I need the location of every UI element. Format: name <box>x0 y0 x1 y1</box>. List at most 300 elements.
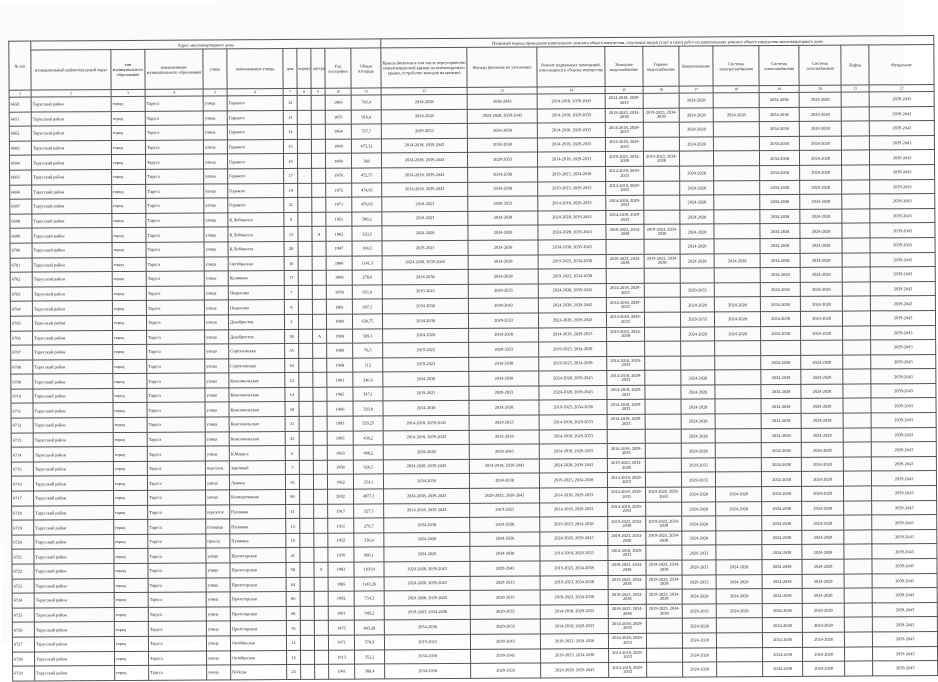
cell-type: город <box>113 432 147 447</box>
cell-type: город <box>112 271 146 286</box>
cell-gas: 2024-2028 <box>800 209 842 224</box>
cell-found: 2039-2043 <box>869 121 934 136</box>
cell-cold: 2019-2023, 2034-2038 <box>608 517 646 532</box>
cell-cold: 2014-2018, 2029-2033 <box>607 371 645 386</box>
cell-roof: 2014-2018, 2039-2043 <box>381 138 467 153</box>
cell-lift <box>843 442 871 457</box>
cell-lit <box>311 95 325 110</box>
cell-gas: 2024-2028 <box>801 311 843 326</box>
column-header: Общая площадь <box>351 48 381 88</box>
cell-sewer: 2024-2028 <box>682 531 716 546</box>
cell-district: Тарусский район <box>34 564 114 579</box>
cell-lit <box>311 124 325 139</box>
cell-elec: 2024-2028 <box>716 501 762 516</box>
cell-hot <box>644 268 680 283</box>
cell-elec <box>717 647 763 662</box>
cell-roof: 2018-2023 <box>382 197 468 212</box>
cell-street: Пушкина <box>230 504 286 519</box>
cell-facade: 2034-2038 <box>469 357 539 372</box>
cell-lit <box>313 402 327 417</box>
cell-house: 13 <box>284 227 298 242</box>
cell-street: Горького <box>227 125 283 140</box>
cell-cold: 2014-2018, 2029-2033 <box>606 298 644 313</box>
cell-type: город <box>113 374 147 389</box>
cell-korp <box>299 431 313 446</box>
cell-lit <box>315 664 329 679</box>
cell-found: 2039-2043 <box>870 267 935 282</box>
table-header <box>9 36 934 98</box>
cell-year: 1913 <box>329 650 355 665</box>
cell-lift <box>841 107 869 122</box>
column-header: улица <box>203 49 227 89</box>
cell-elec <box>716 618 762 633</box>
cell-street: Пролетарская <box>230 577 286 592</box>
column-header: Канализование <box>679 46 713 86</box>
cell-street: Декабристов <box>229 329 285 344</box>
cell-lift <box>844 501 872 516</box>
cell-area: 329,8 <box>353 401 383 416</box>
cell-elec <box>713 136 759 151</box>
cell-type: город <box>114 549 148 564</box>
cell-area: 734,3 <box>354 591 384 606</box>
cell-type: город <box>111 96 145 111</box>
cell-facade: 2029-2033 <box>470 605 540 620</box>
cell-mo: Таруса <box>149 651 207 666</box>
cell-cold: 2014-2018, 2029-2033 <box>607 400 645 415</box>
cell-basement: 2019-2023, 2034-2038 <box>538 167 606 182</box>
cell-roof: 2034-2038 <box>383 401 469 416</box>
cell-st: улица <box>204 227 228 242</box>
cell-st: улица <box>204 242 228 257</box>
cell-found: 2039-2043 <box>870 150 935 165</box>
cell-type: город <box>112 184 146 199</box>
cell-gas: 2024-2028 <box>801 472 843 487</box>
cell-basement: 2014-2018, 2029-2033 <box>539 444 607 459</box>
cell-area: 430,2 <box>353 431 383 446</box>
cell-heat: 2034-2038 <box>759 122 799 137</box>
cell-found: 2039-2043 <box>873 646 938 661</box>
cell-sewer: 2024-2028 <box>681 399 715 414</box>
cell-korp <box>298 227 312 242</box>
cell-lit: А <box>312 227 326 242</box>
cell-found: 2039-2043 <box>870 223 935 238</box>
cell-korp <box>300 635 314 650</box>
cell-heat: 2034-2038 <box>761 311 801 326</box>
cell-lit <box>312 212 326 227</box>
cell-lift <box>841 92 869 107</box>
cell-area: 472,57 <box>352 168 382 183</box>
address-group-header: Адрес многоквартирного дома <box>31 39 381 50</box>
cell-roof: 2024-2028, 2039-2043 <box>384 576 470 591</box>
cell-mo: Таруса <box>147 417 205 432</box>
cell-district: Тарусский район <box>31 126 111 141</box>
cell-type: город <box>114 578 148 593</box>
cell-sewer: 2029-2033 <box>682 604 716 619</box>
cell-st: улица <box>206 548 230 563</box>
cell-gas: 2024-2028 <box>800 282 842 297</box>
cell-lit <box>312 197 326 212</box>
cell-basement: 2024-2028, 2039-2043 <box>538 210 606 225</box>
cell-district: Тарусский район <box>34 607 114 622</box>
cell-facade: 2034-2038 <box>470 517 540 532</box>
cell-lit <box>314 518 328 533</box>
cell-st: улица <box>205 475 229 490</box>
cell-street: Заречный <box>229 460 285 475</box>
cell-house: 17 <box>284 168 298 183</box>
cell-house: 55 <box>285 475 299 490</box>
cell-district: Тарусский район <box>32 228 112 243</box>
cell-id: 6683 <box>9 141 31 156</box>
cell-sewer: 2024-2028 <box>681 326 715 341</box>
cell-basement: 2019-2023, 2034-2038 <box>539 342 607 357</box>
cell-elec: 2024-2028 <box>716 487 762 502</box>
cell-basement: 2014-2018, 2029-2033 <box>537 123 605 138</box>
cell-korp <box>298 270 312 285</box>
cell-facade: 2039-2043 <box>470 561 540 576</box>
cell-korp <box>299 475 313 490</box>
cell-korp <box>300 577 314 592</box>
cell-st: улица <box>204 286 228 301</box>
cell-year: 1971 <box>328 635 354 650</box>
cell-hot <box>643 93 679 108</box>
cell-area: 580,2 <box>352 212 382 227</box>
cell-mo: Таруса <box>146 213 204 228</box>
cell-lit <box>314 548 328 563</box>
cell-facade: 2039-2043 <box>469 444 539 459</box>
cell-year: 1975 <box>325 110 351 125</box>
cell-lift <box>842 150 870 165</box>
cell-st: улица <box>206 607 230 622</box>
cell-cold: 2014-2018, 2029-2033 <box>606 195 644 210</box>
cell-facade: 2029-2033 <box>468 284 538 299</box>
cell-hot <box>645 458 681 473</box>
cell-found: 2039-2043 <box>870 237 935 252</box>
cell-lit <box>314 504 328 519</box>
cell-roof: 2024-2028 <box>384 532 470 547</box>
column-number: 21 <box>841 85 869 92</box>
cell-sewer: 2029-2033 <box>682 545 716 560</box>
column-header: муниципальный район/городской округ <box>31 50 111 90</box>
cell-heat: 2034-2038 <box>762 559 802 574</box>
cell-roof: 2034-2038 <box>383 372 469 387</box>
cell-roof: 2014-2018, 2039-2043 <box>383 415 469 430</box>
cell-mo: Таруса <box>149 665 207 680</box>
cell-st: улица <box>206 592 230 607</box>
cell-heat: 2034-2038 <box>761 472 801 487</box>
cell-type: город <box>114 636 148 651</box>
cell-gas: 2024-2028 <box>801 428 843 443</box>
cell-district: Тарусский район <box>33 330 113 345</box>
cell-area: 630,75 <box>352 314 382 329</box>
cell-mo: Таруса <box>147 475 205 490</box>
cell-st: улица <box>204 198 228 213</box>
cell-hot <box>646 633 682 648</box>
cell-district: Тарусский район <box>33 388 113 403</box>
cell-found: 2039-2043 <box>870 165 935 180</box>
cell-street: Пролетарская <box>230 563 286 578</box>
cell-roof: 2034-2038 <box>384 474 470 489</box>
cell-heat: 2034-2038 <box>761 443 801 458</box>
cell-heat: 2034-2038 <box>762 632 802 647</box>
cell-year: 1958 <box>327 460 353 475</box>
cell-year: 1980 <box>326 314 352 329</box>
cell-street: Декабристов <box>228 314 284 329</box>
cell-house: 13 <box>283 110 297 125</box>
cell-year: 1961 <box>327 372 353 387</box>
cell-street: К.Либкнехта <box>228 241 284 256</box>
cell-cold: 2014-2018, 2029-2033 <box>605 123 643 138</box>
cell-year: 1983 <box>328 562 354 577</box>
cell-sewer: 2024-2028 <box>683 662 717 677</box>
cell-korp <box>300 533 314 548</box>
cell-sewer: 2024-2028 <box>682 502 716 517</box>
cell-hot <box>646 502 682 517</box>
cell-heat: 2034-2038 <box>762 574 802 589</box>
cell-gas: 2024-2028 <box>802 588 844 603</box>
cell-facade: 2034-2038 <box>470 473 540 488</box>
cell-house: 28 <box>284 241 298 256</box>
cell-year: 1964 <box>325 124 351 139</box>
cell-elec: 2024-2028 <box>716 603 762 618</box>
cell-st: улица <box>204 169 228 184</box>
capital-repair-schedule-table <box>8 35 938 681</box>
column-number: 15 <box>605 86 643 93</box>
cell-sewer <box>681 356 715 371</box>
cell-year: 1993 <box>327 416 353 431</box>
cell-lift <box>843 340 871 355</box>
cell-hot: 2024-2028, 2039-2043 <box>646 487 682 502</box>
cell-st: улица <box>203 154 227 169</box>
cell-heat: 2034-2038 <box>762 530 802 545</box>
cell-found: 2039-2043 <box>871 427 936 442</box>
cell-id: 6719 <box>12 520 34 535</box>
cell-sewer: 2024-2028 <box>680 224 714 239</box>
cell-cold: 2014-2018, 2029-2033 <box>607 385 645 400</box>
cell-id: 6729 <box>13 666 35 681</box>
cell-roof: 2024-2028, 2039-2043 <box>382 255 468 270</box>
cell-type: город <box>111 155 145 170</box>
cell-lift <box>844 515 872 530</box>
cell-street: Пушкина <box>230 533 286 548</box>
cell-gas: 2024-2028 <box>799 107 841 122</box>
cell-house: 15 <box>286 533 300 548</box>
cell-lift <box>844 530 872 545</box>
cell-facade: 2038-2043 <box>467 94 537 109</box>
cell-street: Октябрьская <box>228 256 284 271</box>
cell-st: улица <box>203 110 227 125</box>
cell-sewer: 2029-2033 <box>681 312 715 327</box>
cell-cold: 2019-2023, 2034-2038 <box>608 589 646 604</box>
cell-lit <box>311 110 325 125</box>
cell-mo: Таруса <box>146 300 204 315</box>
cell-st: улица <box>205 329 229 344</box>
cell-type: город <box>113 417 147 432</box>
cell-street: К.Либкнехта <box>228 212 284 227</box>
cell-elec <box>715 370 761 385</box>
cell-house: 63 <box>285 358 299 373</box>
cell-st: улица <box>206 636 230 651</box>
cell-st: улица <box>205 446 229 461</box>
cell-id: 6710 <box>11 389 33 404</box>
cell-heat: 2034-2038 <box>761 370 801 385</box>
cell-id: 6704 <box>10 301 32 316</box>
cell-facade: 2019-2023 <box>470 503 540 518</box>
cell-year: 1981 <box>326 299 352 314</box>
cell-st: улица <box>206 577 230 592</box>
cell-street: Горького <box>228 183 284 198</box>
period-group-header: Плановый период проведения капитального ремонта общего имущества, отдельных видов услуг и (или) работ по капитальному ремонту общего имущества многоквартирного дома <box>381 36 934 48</box>
cell-year: 1947 <box>326 241 352 256</box>
cell-lit <box>313 446 327 461</box>
cell-sewer <box>680 268 714 283</box>
cell-street: Горького <box>227 110 283 125</box>
column-header: корпус <box>297 48 311 88</box>
cell-heat: 2034-2038 <box>762 618 802 633</box>
cell-roof: 2019-2023, 2034-2038 <box>384 605 470 620</box>
cell-korp <box>298 241 312 256</box>
cell-roof: 2024-2028 <box>382 226 468 241</box>
cell-st: улица <box>204 256 228 271</box>
cell-facade: 2014-2018, 2039-2043 <box>469 459 539 474</box>
cell-facade: 2034-2038 <box>469 400 539 415</box>
cell-mo: Таруса <box>146 227 204 242</box>
cell-heat: 2034-2038 <box>760 151 800 166</box>
cell-lift <box>844 617 872 632</box>
cell-roof: 2019-2023 <box>382 284 468 299</box>
cell-mo: Таруса <box>146 271 204 286</box>
cell-id: 6728 <box>13 652 35 667</box>
cell-basement: 2014-2018, 2029-2033 <box>540 619 608 634</box>
cell-hot <box>644 283 680 298</box>
cell-house: 23 <box>287 665 301 680</box>
cell-korp <box>298 256 312 271</box>
cell-id: 6713 <box>11 433 33 448</box>
cell-st: переулок <box>205 461 229 476</box>
cell-id: 6711 <box>11 404 33 419</box>
cell-st: улица <box>205 344 229 359</box>
cell-gas: 2024-2028 <box>800 180 842 195</box>
cell-type: город <box>114 622 148 637</box>
cell-sewer: 2029-2033 <box>682 574 716 589</box>
cell-sewer: 2024-2028 <box>681 370 715 385</box>
cell-house: 9 <box>284 300 298 315</box>
cell-found: 2039-2043 <box>872 529 937 544</box>
cell-house: 14 <box>285 387 299 402</box>
cell-facade: 2039-2043 <box>468 298 538 313</box>
cell-hot: 2019-2023, 2034-2038 <box>644 254 680 269</box>
cell-id: 6723 <box>12 579 34 594</box>
column-number: 9 <box>311 88 325 95</box>
cell-elec <box>716 633 762 648</box>
cell-elec: 2024-2028 <box>716 589 762 604</box>
cell-district: Тарусский район <box>34 578 114 593</box>
cell-type: город <box>112 301 146 316</box>
cell-heat: 2034-2038 <box>760 224 800 239</box>
cell-korp <box>298 314 312 329</box>
cell-year: 1969 <box>325 139 351 154</box>
cell-roof: 2024-2028 <box>383 328 469 343</box>
cell-lit <box>314 606 328 621</box>
cell-type: город <box>112 286 146 301</box>
cell-facade: 2039-2043 <box>471 649 541 664</box>
cell-st: улица <box>204 300 228 315</box>
cell-street: Комсомольская <box>229 373 285 388</box>
cell-sewer <box>681 341 715 356</box>
cell-gas: 2024-2028 <box>800 150 842 165</box>
cell-id: 6726 <box>12 622 34 637</box>
cell-type: город <box>114 593 148 608</box>
cell-type: город <box>113 330 147 345</box>
cell-year: 2002 <box>328 489 354 504</box>
cell-st: улица <box>203 96 227 111</box>
cell-area: 443,28 <box>354 620 384 635</box>
cell-elec <box>714 282 760 297</box>
cell-hot <box>645 356 681 371</box>
cell-id: 6697 <box>10 199 32 214</box>
cell-korp <box>299 387 313 402</box>
cell-heat: 2034-2038 <box>760 267 800 282</box>
cell-gas <box>801 340 843 355</box>
cell-mo: Таруса <box>147 344 205 359</box>
cell-roof: 2014-2018, 2039-2043 <box>383 430 469 445</box>
cell-found: 2039-2043 <box>872 486 937 501</box>
cell-area: 1143,26 <box>354 577 384 592</box>
cell-type: город <box>113 388 147 403</box>
cell-found: 2039-2043 <box>871 325 936 340</box>
cell-cold: 2019-2023, 2034-2038 <box>607 458 645 473</box>
cell-cold <box>606 239 644 254</box>
cell-district: Тарусский район <box>32 301 112 316</box>
cell-district: Тарусский район <box>34 637 114 652</box>
cell-found: 2039-2043 <box>870 252 935 267</box>
cell-roof: 2034-2038, 2039-2043 <box>382 153 468 168</box>
cell-id: 6650 <box>9 97 31 112</box>
cell-found: 2039-2043 <box>871 456 936 471</box>
cell-found: 2039-2043 <box>870 281 935 296</box>
cell-district: Тарусский район <box>32 272 112 287</box>
cell-lit <box>312 183 326 198</box>
cell-lift <box>842 223 870 238</box>
cell-hot <box>646 545 682 560</box>
cell-roof: 2029-2033 <box>381 124 467 139</box>
cell-street: Пролетарская <box>230 621 286 636</box>
cell-korp <box>300 592 314 607</box>
cell-facade: 2034-2038 <box>468 182 538 197</box>
cell-year: 1978 <box>326 285 352 300</box>
cell-street: Серпуховская <box>229 344 285 359</box>
cell-elec <box>714 268 760 283</box>
column-number: 5 <box>203 89 227 96</box>
cell-st: улица <box>204 315 228 330</box>
cell-basement: 2014-2018, 2029-2033 <box>539 415 607 430</box>
cell-found: 2039-2043 <box>872 588 937 603</box>
cell-korp <box>298 183 312 198</box>
cell-found: 2039-2043 <box>871 340 936 355</box>
cell-mo: Таруса <box>147 359 205 374</box>
cell-elec: 2024-2028 <box>716 560 762 575</box>
cell-cold: 2014-2018, 2029-2033 <box>605 137 643 152</box>
cell-cold: 2014-2018, 2029-2033 <box>608 633 646 648</box>
cell-street: К.Маркса <box>229 446 285 461</box>
cell-type: город <box>112 257 146 272</box>
cell-hot <box>645 312 681 327</box>
cell-year: 1917 <box>328 504 354 519</box>
cell-lit <box>314 635 328 650</box>
cell-heat: 2034-2038 <box>760 195 800 210</box>
cell-heat: 2034-2038 <box>760 165 800 180</box>
cell-cold: 2019-2023, 2034-2038 <box>607 327 645 342</box>
cell-found: 2039-2043 <box>872 602 937 617</box>
